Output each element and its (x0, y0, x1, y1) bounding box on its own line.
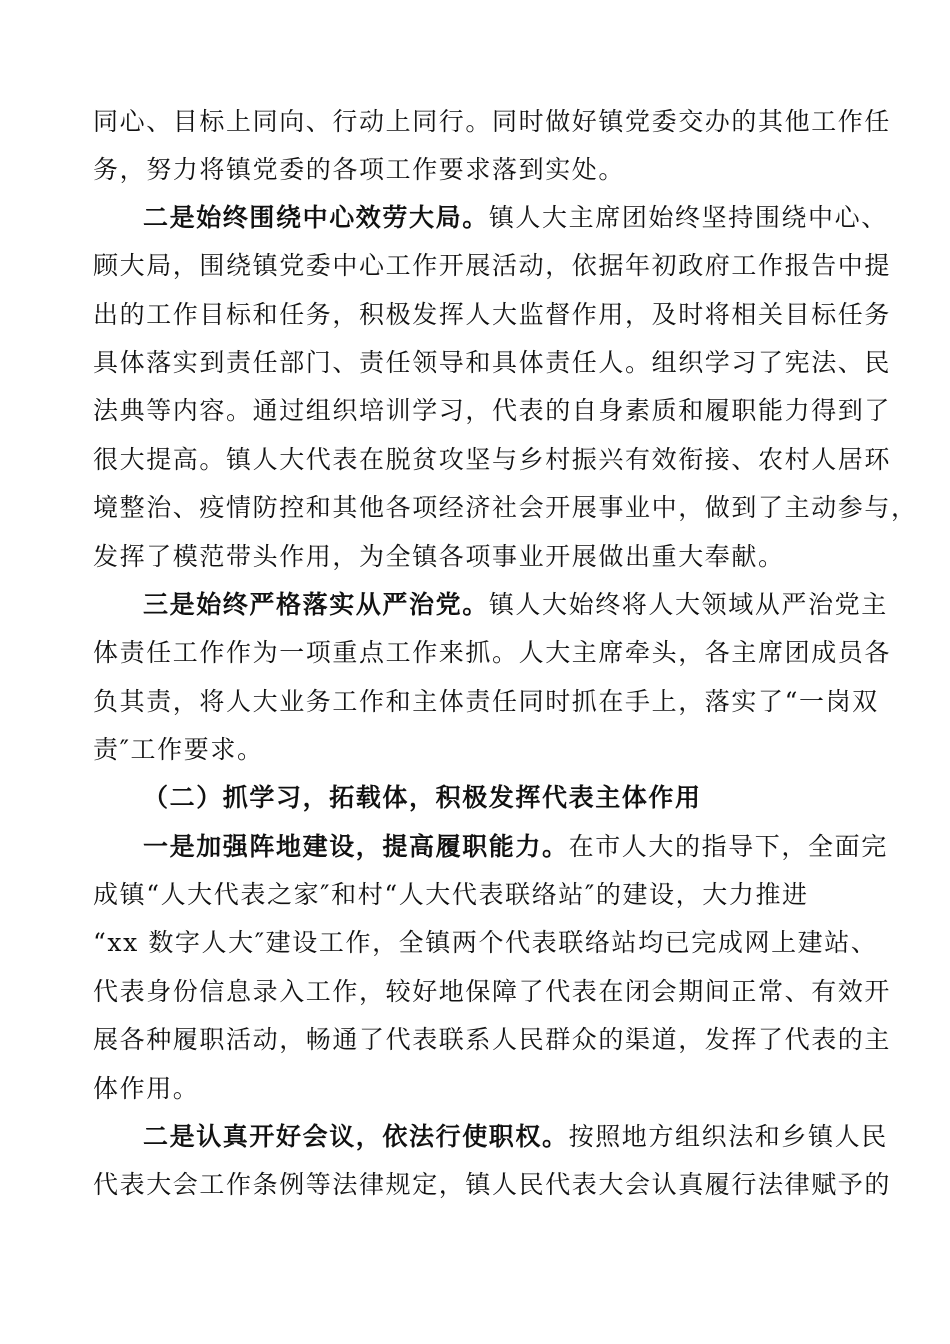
text-line: 负其责，将人大业务工作和主体责任同时抓在手上，落实了“一岗双 (93, 687, 879, 716)
text-line: 代表大会工作条例等法律规定，镇人民代表大会认真履行法律赋予的 (93, 1170, 892, 1199)
text-line: 同心、目标上同向、行动上同行。同时做好镇党委交办的其他工作任 (93, 107, 892, 136)
text-line: 具体落实到责任部门、责任领导和具体责任人。组织学习了宪法、民 (93, 348, 892, 377)
paragraph-lead: 三是始终严格落实从严治党。 (143, 590, 489, 619)
paragraph-lead: 一是加强阵地建设，提高履职能力。 (143, 832, 569, 861)
text-line: 很大提高。镇人大代表在脱贫攻坚与乡村振兴有效衔接、农村人居环 (93, 445, 892, 474)
text-line (143, 201, 888, 235)
paragraph-lead: 二是认真开好会议，依法行使职权。 (143, 1122, 569, 1151)
paragraph-text: 镇人大主席团始终坚持围绕中心、 (488, 203, 888, 232)
text-line: 体作用。 (93, 1074, 200, 1103)
text-line (143, 830, 888, 864)
text-line: 法典等内容。通过组织培训学习，代表的自身素质和履职能力得到了 (93, 396, 892, 425)
text-line: 代表身份信息录入工作，较好地保障了代表在闭会期间正常、有效开 (93, 977, 892, 1006)
text-line: 成镇“人大代表之家″和村“人大代表联络站″的建设，大力推进 (93, 880, 809, 909)
text-line: 境整治、疫情防控和其他各项经济社会开展事业中，做到了主动参与， (93, 493, 918, 522)
text-line: “xx 数字人大″建设工作，全镇两个代表联络站均已完成网上建站、 (93, 928, 878, 957)
text-line: 体责任工作作为一项重点工作来抓。人大主席牵头，各主席团成员各 (93, 638, 892, 667)
paragraph-text: 镇人大始终将人大领域从严治党主 (488, 590, 888, 619)
text-line: 顾大局，围绕镇党委中心工作开展活动，依据年初政府工作报告中提 (93, 251, 892, 280)
text-line: 出的工作目标和任务，积极发挥人大监督作用，及时将相关目标任务 (93, 300, 892, 329)
text-line (143, 1120, 888, 1154)
paragraph-text: 按照地方组织法和乡镇人民 (568, 1122, 888, 1151)
text-line (143, 588, 888, 622)
text-line: 发挥了模范带头作用，为全镇各项事业开展做出重大奉献。 (93, 542, 785, 571)
paragraph-lead: 二是始终围绕中心效劳大局。 (143, 203, 489, 232)
section-heading: （二）抓学习，拓载体，积极发挥代表主体作用 (143, 783, 702, 812)
text-line: 务，努力将镇党委的各项工作要求落到实处。 (93, 155, 626, 184)
text-line: 责″工作要求。 (93, 735, 264, 764)
paragraph-text: 在市人大的指导下，全面完 (568, 832, 888, 861)
text-line: 展各种履职活动，畅通了代表联系人民群众的渠道，发挥了代表的主 (93, 1025, 892, 1054)
